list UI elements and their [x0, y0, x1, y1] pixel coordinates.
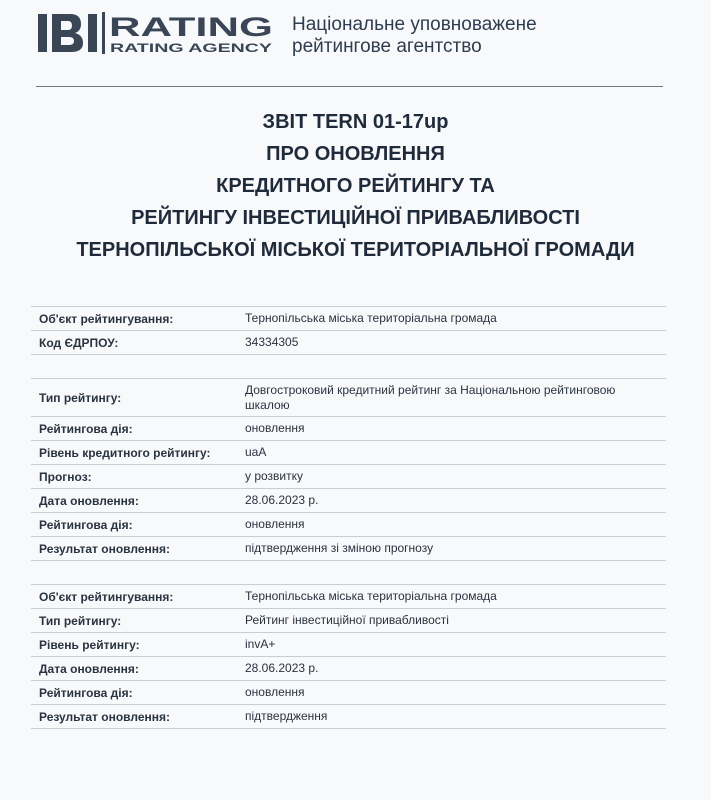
row-label: Рейтингова дія:: [39, 685, 133, 700]
row-label: Рейтингова дія:: [39, 421, 133, 436]
table-row: [31, 441, 666, 465]
table-row: [31, 681, 666, 705]
report-title: [0, 106, 711, 266]
row-value: підтвердження: [245, 709, 328, 723]
table-row: [31, 307, 666, 331]
table-row: [31, 705, 666, 729]
rating-info-table: [31, 306, 666, 729]
row-label: Рівень кредитного рейтингу:: [39, 445, 211, 460]
title-line-3: КРЕДИТНОГО РЕЙТИНГУ ТА: [216, 175, 495, 197]
svg-text:RATING: RATING: [109, 12, 273, 42]
title-line-5: ТЕРНОПІЛЬСЬКОЇ МІСЬКОЇ ТЕРИТОРІАЛЬНОЇ ГРОМАДИ: [76, 239, 635, 261]
row-value: оновлення: [245, 685, 305, 699]
row-value: підтвердження зі зміною прогнозу: [245, 541, 434, 555]
row-label: Рейтингова дія:: [39, 517, 133, 532]
agency-tagline: [292, 14, 537, 58]
row-value: 28.06.2023 р.: [245, 493, 319, 507]
row-value: оновлення: [245, 517, 305, 531]
header-divider: [36, 86, 663, 87]
table-row: [31, 609, 666, 633]
table-spacer-row: [31, 561, 666, 585]
tagline-line-1: Національне уповноважене: [292, 14, 537, 35]
row-label: Рівень рейтингу:: [39, 637, 140, 652]
tagline-line-2: рейтингове агентство: [292, 36, 482, 57]
title-line-1: ЗВІТ TERN 01-17up: [262, 111, 449, 133]
row-value: у розвитку: [245, 469, 304, 483]
table-row: [31, 465, 666, 489]
row-label: Об'єкт рейтингування:: [39, 311, 174, 326]
table-row: [31, 633, 666, 657]
row-value: Тернопільська міська територіальна громада: [245, 311, 497, 325]
row-label: Тип рейтингу:: [39, 613, 122, 628]
row-value: 34334305: [245, 335, 299, 349]
table-row: [31, 489, 666, 513]
row-value: 28.06.2023 р.: [245, 661, 319, 675]
row-value: оновлення: [245, 421, 305, 435]
row-label: Результат оновлення:: [39, 709, 171, 724]
row-label: Результат оновлення:: [39, 541, 171, 556]
table-row: [31, 331, 666, 355]
table-row: [31, 513, 666, 537]
table-row: [31, 417, 666, 441]
title-line-2: ПРО ОНОВЛЕННЯ: [266, 143, 445, 165]
page-header: [36, 10, 676, 60]
table-row: [31, 585, 666, 609]
table-row: [31, 657, 666, 681]
svg-text:RATING AGENCY: RATING AGENCY: [110, 41, 272, 55]
row-label: Об'єкт рейтингування:: [39, 589, 174, 604]
row-value: uaA: [245, 445, 267, 459]
title-line-4: РЕЙТИНГУ ІНВЕСТИЦІЙНОЇ ПРИВАБЛИВОСТІ: [131, 207, 580, 229]
table-spacer-row: [31, 355, 666, 379]
row-label: Дата оновлення:: [39, 661, 139, 676]
ibi-rating-logo: [36, 10, 276, 60]
row-label: Тип рейтингу:: [39, 390, 122, 405]
row-label: Код ЄДРПОУ:: [39, 335, 119, 350]
row-value: Тернопільська міська територіальна громада: [245, 589, 497, 603]
row-value: Довгостроковий кредитний рейтинг за Національною рейтинговою шкалою: [245, 382, 616, 412]
table-row: [31, 537, 666, 561]
row-label: Прогноз:: [39, 469, 92, 484]
row-label: Дата оновлення:: [39, 493, 139, 508]
row-value: Рейтинг інвестиційної привабливості: [245, 613, 449, 627]
table-row: [31, 379, 666, 417]
row-value: invA+: [245, 637, 276, 651]
